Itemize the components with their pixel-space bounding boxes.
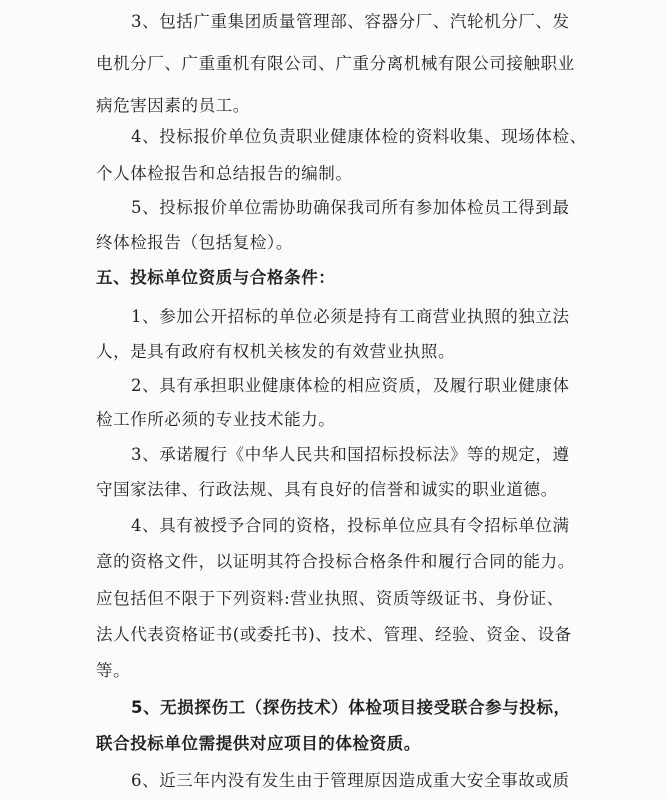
item-5-line-1: 5、投标报价单位需协助确保我司所有参加体检员工得到最 <box>131 198 570 217</box>
condition-3-line-2: 守国家法律、行政法规、具有良好的信誉和诚实的职业道德。 <box>96 480 558 499</box>
condition-4-line-3: 应包括但不限于下列资料:营业执照、资质等级证书、身份证、 <box>96 589 564 608</box>
condition-2-line-1: 2、具有承担职业健康体检的相应资质，及履行职业健康体 <box>131 376 570 395</box>
condition-6-line-1: 6、近三年内没有发生由于管理原因造成重大安全事故或质 <box>131 771 570 790</box>
condition-5-line-2: 联合投标单位需提供对应项目的体检资质。 <box>96 734 421 753</box>
condition-4-line-2: 意的资格文件，以证明其符合投标合格条件和履行合同的能力。 <box>96 552 575 571</box>
item-3-line-2: 电机分厂、广重重机有限公司、广重分离机械有限公司接触职业 <box>96 54 575 73</box>
condition-4-line-4: 法人代表资格证书(或委托书)、技术、管理、经验、资金、设备 <box>96 625 572 644</box>
item-4-line-1: 4、投标报价单位负责职业健康体检的资料收集、现场体检、 <box>131 127 587 146</box>
item-5-line-2: 终体检报告（包括复检）。 <box>96 233 293 252</box>
condition-3-line-1: 3、承诺履行《中华人民共和国招标投标法》等的规定，遵 <box>131 445 570 464</box>
condition-5-line-1: 5、无损探伤工（探伤技术）体检项目接受联合参与投标， <box>131 698 571 717</box>
condition-2-line-2: 检工作所必须的专业技术能力。 <box>96 410 336 429</box>
item-3-line-1: 3、包括广重集团质量管理部、容器分厂、汽轮机分厂、发 <box>131 12 570 31</box>
section-5-heading: 五、投标单位资质与合格条件： <box>96 268 336 287</box>
item-3-line-3: 病危害因素的员工。 <box>96 96 250 115</box>
condition-1-line-1: 1、参加公开招标的单位必须是持有工商营业执照的独立法 <box>131 307 570 326</box>
condition-4-line-1: 4、具有被授予合同的资格，投标单位应具有令招标单位满 <box>131 516 570 535</box>
condition-4-line-5: 等。 <box>96 661 131 680</box>
condition-1-line-2: 人，是具有政府有权机关核发的有效营业执照。 <box>96 342 456 361</box>
item-4-line-2: 个人体检报告和总结报告的编制。 <box>96 164 353 183</box>
